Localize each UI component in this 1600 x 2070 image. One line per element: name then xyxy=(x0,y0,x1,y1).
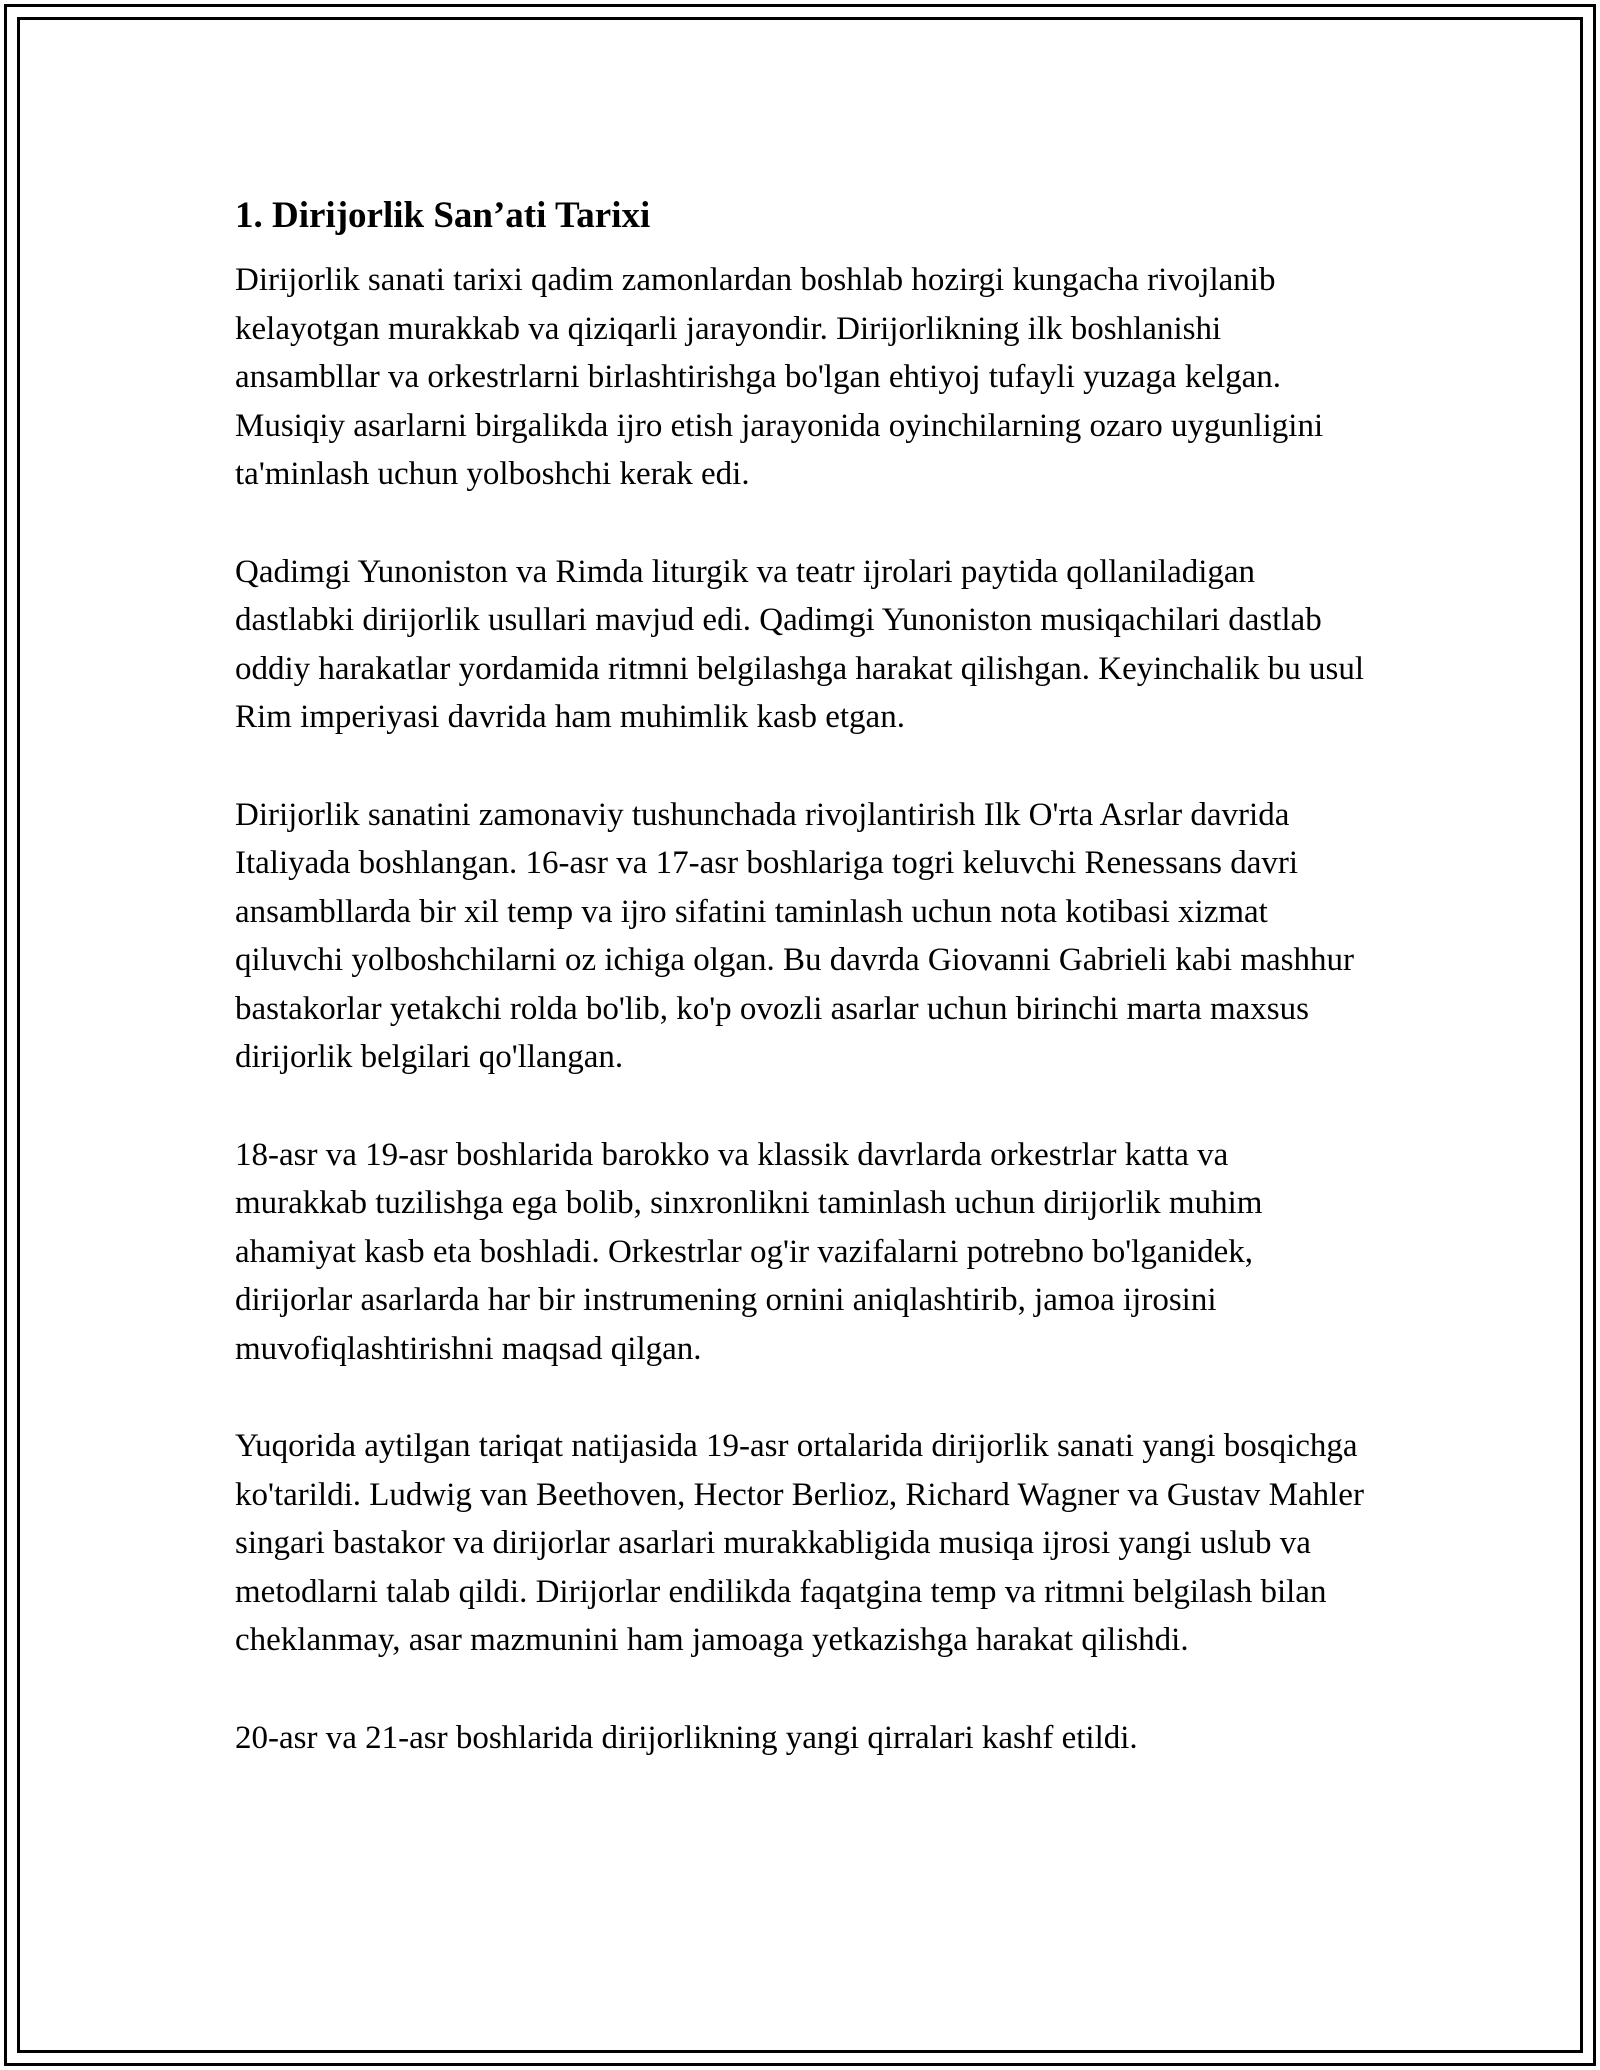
paragraph-2: Qadimgi Yunoniston va Rimda liturgik va teatr ijrolari paytida qollaniladigan dastlabki dirijorlik usullari mavjud edi. Qadimgi Yunoniston musiqachilari dastlab oddiy harakatlar yordamida ritmni belgilashga harakat qilishgan. Keyinchalik bu usul Rim imperiyasi davrida ham muhimlik kasb etgan. xyxy=(235,553,1365,735)
paragraph-3: Dirijorlik sanatini zamonaviy tushunchada rivojlantirish Ilk O'rta Asrlar davrida Italiyada boshlangan. 16-asr va 17-asr boshlariga togri keluvchi Renessans davri ansambllarda bir xil temp va ijro sifatini taminlash uchun nota kotibasi xizmat qiluvchi yolboshchilarni oz ichiga olgan. Bu davrda Giovanni Gabrieli kabi mashhur bastakorlar yetakchi rolda bo'lib, ko'p ovozli asarlar uchun birinchi marta maxsus dirijorlik belgilari qo'llangan. xyxy=(235,796,1354,1075)
paragraph-1: Dirijorlik sanati tarixi qadim zamonlardan boshlab hozirgi kungacha rivojlanib kelayotgan murakkab va qiziqarli jarayondir. Dirijorlikning ilk boshlanishi ansambllar va orkestrlarni birlashtirishga bo'lgan ehtiyoj tufayli yuzaga kelgan. Musiqiy asarlarni birgalikda ijro etish jarayonida oyinchilarning ozaro uygunligini ta'minlash uchun yolboshchi kerak edi. xyxy=(235,262,1324,492)
paragraph-5: Yuqorida aytilgan tariqat natijasida 19-asr ortalarida dirijorlik sanati yangi bosqichga ko'tarildi. Ludwig van Beethoven, Hector Berlioz, Richard Wagner va Gustav Mahler singari bastakor va dirijorlar asarlari murakkabligida musiqa ijrosi yangi uslub va metodlarni talab qildi. Dirijorlar endilikda faqatgina temp va ritmni belgilash bilan cheklanmay, asar mazmunini ham jamoaga yetkazishga harakat qilishdi. xyxy=(235,1428,1364,1658)
paragraph-4: 18-asr va 19-asr boshlarida barokko va klassik davrlarda orkestrlar katta va murakkab tuzilishga ega bolib, sinxronlikni taminlash uchun dirijorlik muhim ahamiyat kasb eta boshladi. Orkestrlar og'ir vazifalarni potrebno bo'lganidek, dirijorlar asarlarda har bir instrumening ornini aniqlashtirib, jamoa ijrosini muvofiqlashtirishni maqsad qilgan. xyxy=(235,1136,1263,1367)
section-title: 1. Dirijorlik San’ati Tarixi xyxy=(235,195,651,236)
paragraph-6: 20-asr va 21-asr boshlarida dirijorlikning yangi qirralari kashf etildi. xyxy=(235,1719,1138,1756)
document-body xyxy=(235,186,1365,1762)
